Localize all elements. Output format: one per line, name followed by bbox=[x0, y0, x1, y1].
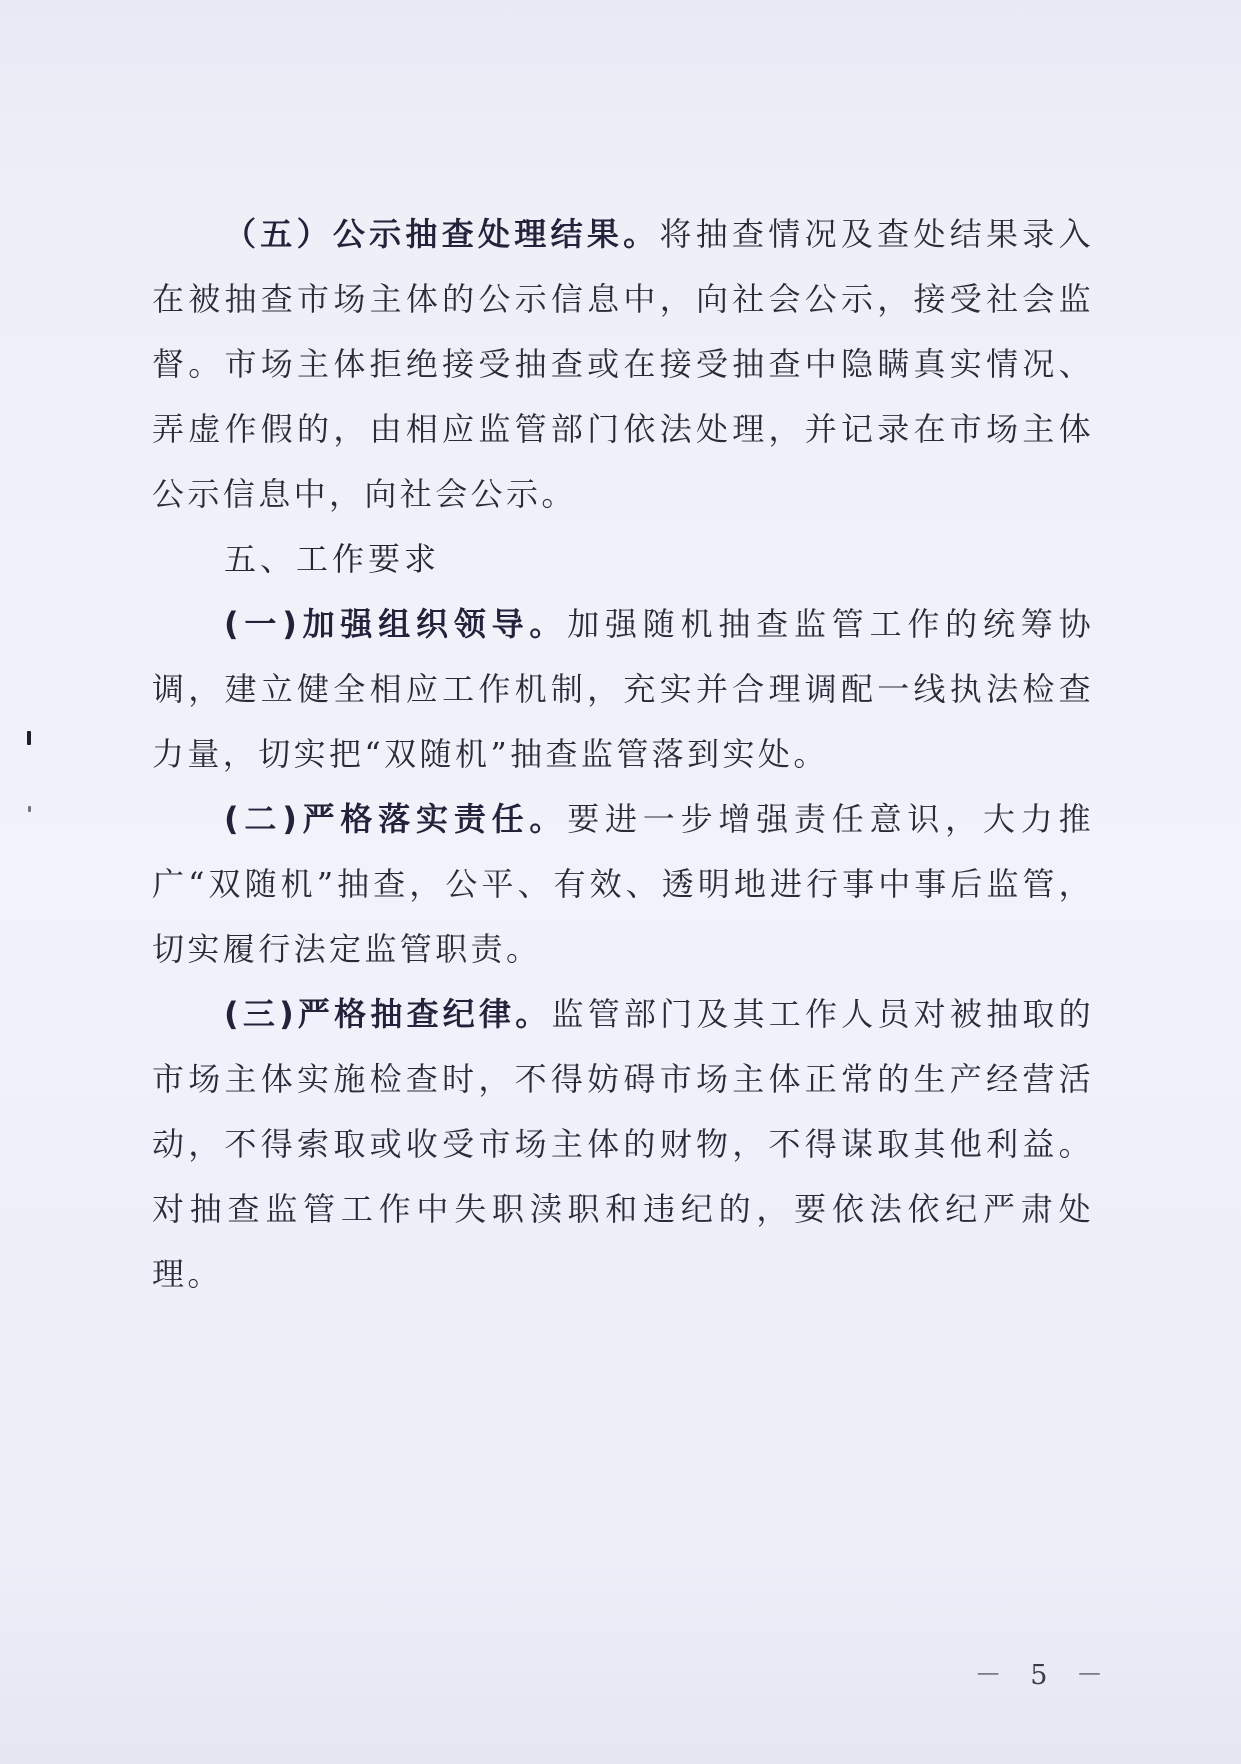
paragraph-lead: (三)严格抽查纪律。 bbox=[224, 995, 552, 1033]
paragraph-lead: （五）公示抽查处理结果。 bbox=[224, 215, 660, 253]
binding-hole-mark bbox=[28, 806, 31, 812]
paragraph-text: 监管部门及其工作人员对被抽取的市场主体实施检查时，不得妨碍市场主体正常的生产经营活动，不得索取或收受市场主体的财物，不得谋取其他利益。对抽查监管工作中失职渎职和违纪的，要依法依纪严肃处理。 bbox=[152, 995, 1094, 1293]
document-body bbox=[152, 202, 1094, 1307]
paragraph-inspection-discipline bbox=[152, 982, 1094, 1307]
page-number: － 5 － bbox=[974, 1660, 1113, 1691]
section-heading: 五、工作要求 bbox=[224, 540, 441, 578]
paragraph-strengthen-leadership bbox=[152, 592, 1094, 787]
paragraph-text: 要进一步增强责任意识，大力推广“双随机”抽查，公平、有效、透明地进行事中事后监管，切实履行法定监管职责。 bbox=[152, 800, 1094, 968]
paragraph-publicize-results bbox=[152, 202, 1094, 527]
paragraph-lead: (二)严格落实责任。 bbox=[224, 800, 568, 838]
paragraph-implement-responsibility bbox=[152, 787, 1094, 982]
paragraph-lead: (一)加强组织领导。 bbox=[224, 605, 568, 643]
paragraph-text: 将抽查情况及查处结果录入在被抽查市场主体的公示信息中，向社会公示，接受社会监督。市场主体拒绝接受抽查或在接受抽查中隐瞒真实情况、弄虚作假的，由相应监管部门依法处理，并记录在市场主体公示信息中，向社会公示。 bbox=[152, 215, 1094, 513]
paragraph-text: 加强随机抽查监管工作的统筹协调，建立健全相应工作机制，充实并合理调配一线执法检查力量，切实把“双随机”抽查监管落到实处。 bbox=[152, 605, 1094, 773]
binding-hole-mark bbox=[27, 731, 31, 745]
